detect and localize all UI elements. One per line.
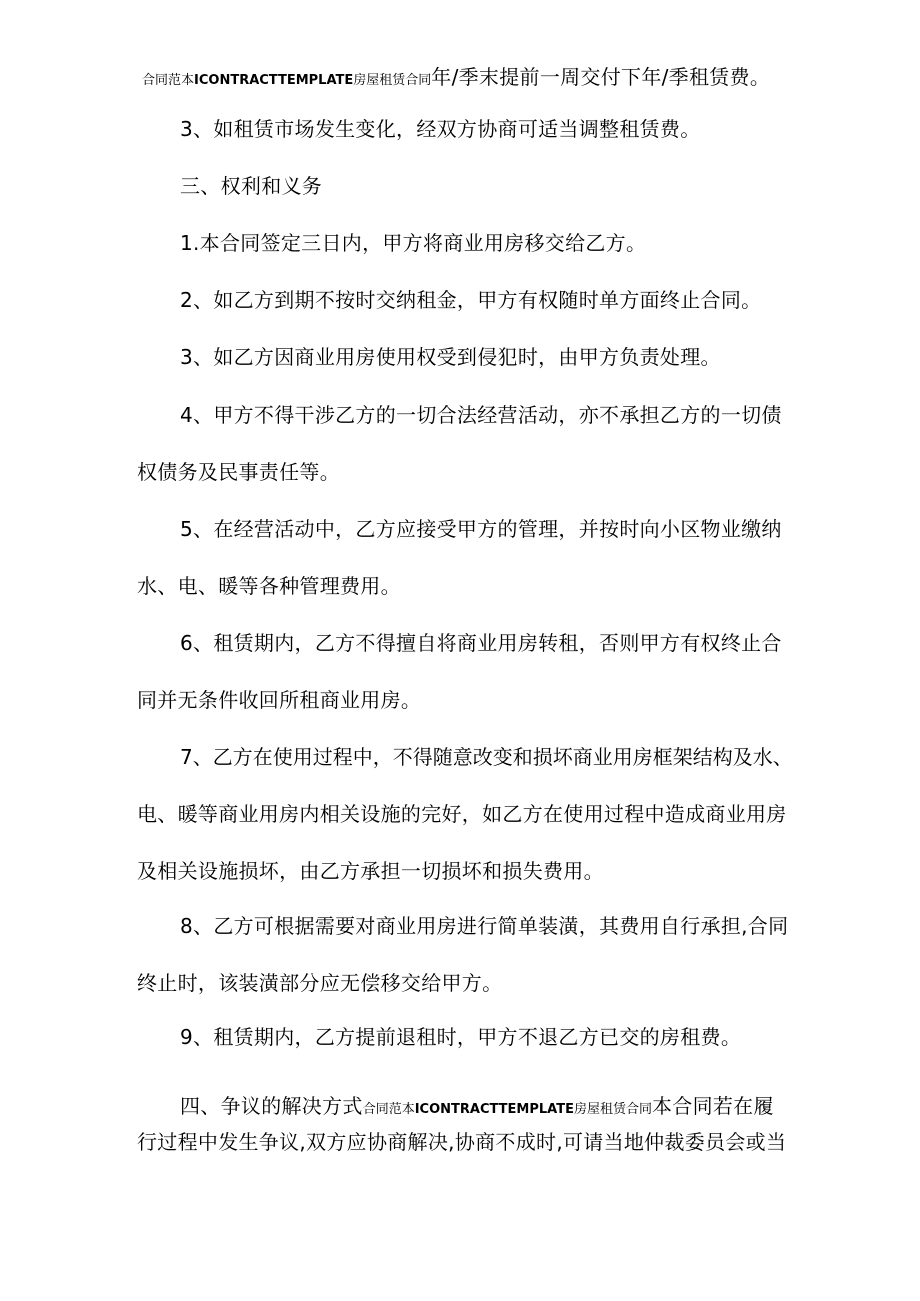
template-tag-title: 房屋租赁合同 [353,73,432,88]
template-tag: 合同范本 [362,1102,415,1117]
clause-3-7-line-3: 及相关设施损坏，由乙方承担一切损坏和损失费用。 [137,859,604,883]
section-4-text-start: 本合同若在履 [651,1094,774,1118]
template-tag-latin: ICONTRACTTEMPLATE [194,73,354,88]
clause-3-8-line-1: 8、乙方可根据需要对商业用房进行简单装潢，其费用自行承担,合同 [180,914,789,938]
clause-2-3: 3、如租赁市场发生变化，经双方协商可适当调整租赁费。 [180,117,701,141]
clause-3-5-line-2: 水、电、暖等各种管理费用。 [137,574,401,598]
template-tag-title: 房屋租赁合同 [573,1102,652,1117]
header-line [142,62,770,96]
header-line-text: 年/季末提前一周交付下年/季租赁费。 [431,65,771,89]
template-tag-latin: ICONTRACTTEMPLATE [414,1102,574,1117]
section-4-line-2: 行过程中发生争议,双方应协商解决,协商不成时,可请当地仲裁委员会或当 [137,1130,787,1154]
clause-3-3: 3、如乙方因商业用房使用权受到侵犯时，由甲方负责处理。 [180,345,721,369]
section-4-line-1 [180,1091,774,1125]
clause-3-6-line-2: 同并无条件收回所租商业用房。 [137,688,422,712]
clause-3-4-line-1: 4、甲方不得干涉乙方的一切合法经营活动，亦不承担乙方的一切债 [180,403,782,427]
clause-3-5-line-1: 5、在经营活动中，乙方应接受甲方的管理，并按时向小区物业缴纳 [180,517,782,541]
clause-3-7-line-1: 7、乙方在使用过程中，不得随意改变和损坏商业用房框架结构及水、 [180,745,793,769]
section-3-heading: 三、权利和义务 [180,174,323,198]
clause-3-7-line-2: 电、暖等商业用房内相关设施的完好，如乙方在使用过程中造成商业用房 [137,802,787,826]
template-tag: 合同范本 [142,73,195,88]
clause-3-8-line-2: 终止时，该装潢部分应无偿移交给甲方。 [137,971,503,995]
clause-3-9: 9、租赁期内，乙方提前退租时，甲方不退乙方已交的房租费。 [180,1025,742,1049]
section-4-heading: 四、争议的解决方式 [180,1094,363,1118]
clause-3-2: 2、如乙方到期不按时交纳租金，甲方有权随时单方面终止合同。 [180,288,762,312]
clause-3-4-line-2: 权债务及民事责任等。 [137,460,340,484]
clause-3-6-line-1: 6、租赁期内，乙方不得擅自将商业用房转租，否则甲方有权终止合 [180,631,782,655]
clause-3-1: 1.本合同签定三日内，甲方将商业用房移交给乙方。 [180,231,647,255]
